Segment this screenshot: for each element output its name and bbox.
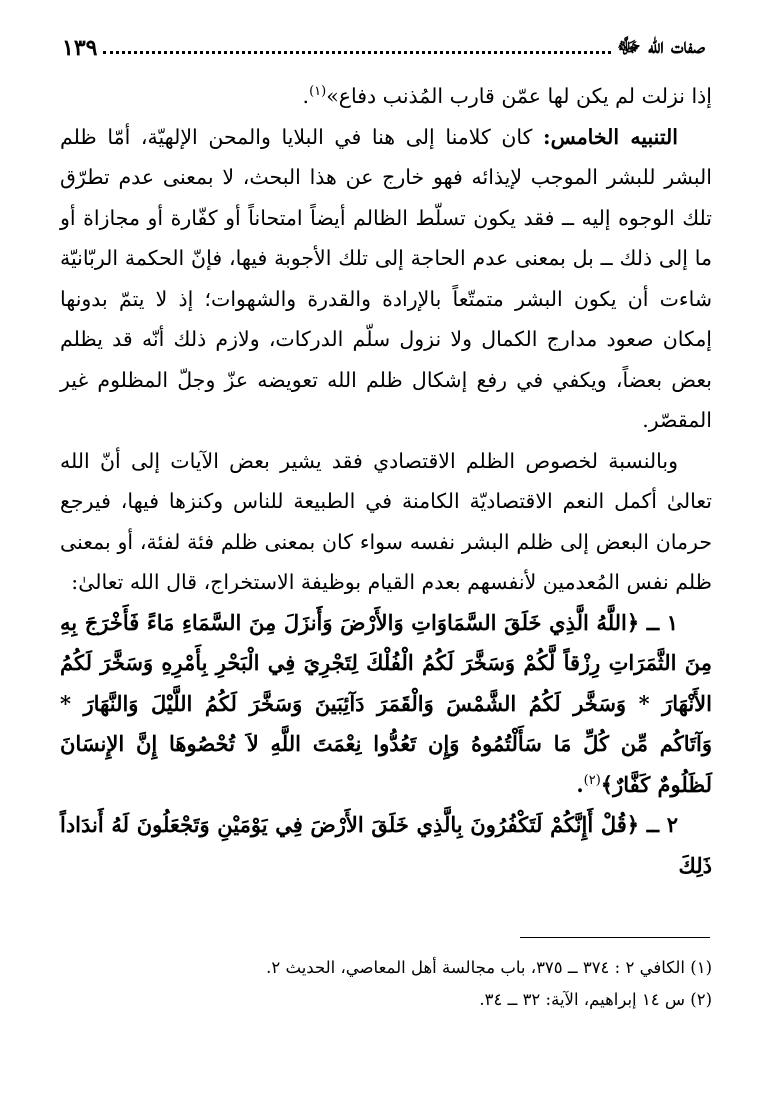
verse-block-2 (60, 805, 712, 886)
fifth-note-text: كان كلامنا إلى هنا في البلايا والمحن الإلهيّة، أمّا ظلم البشر للبشر الموجب لإيذائه فهو خارج عن هذا البحث، لا بمعنى عدم تطرّق تلك الوجوه إليه ــ فقد يكون تسلّط الظالم أيضاً امتحاناً أو كفّارة أو مجازاة أو ما إلى ذلك ــ بل بمعنى عدم الحاجة إلى تلك الأجوبة فيها، فإنّ الحكمة الربّانيّة شاءت أن يكون البشر متمتّعاً بالإرادة والقدرة والشهوات؛ إذ لا يتمّ بدونها إمكان صعود مدارج الكمال ولا نزول سلّم الدركات، ولازم ذلك أنّه قد يظلم بعض بعضاً، ويكفي في رفع إشكال ظلم الله تعويضه عزّ وجلّ المظلوم غير المقصّر. (60, 124, 712, 432)
footnotes (60, 952, 712, 1016)
verse-1-number: ١ ــ (646, 609, 678, 635)
verse-2-number: ٢ ــ (646, 812, 679, 837)
footnote-ref-1: (١) (309, 84, 327, 100)
footnote-ref-2: (٢) (583, 772, 601, 788)
verse-1-text: ﴿اللَّهُ الَّذِي خَلَقَ السَّمَاوَاتِ وَالأَرْضَ وَأَنزَلَ مِنَ السَّمَاءِ مَاءً فَأَخْرَجَ بِهِ مِنَ الثَّمَرَاتِ رِزْقاً لَّكُمْ وَسَخَّرَ لَكُمُ الْفُلْكَ لِتَجْرِيَ فِي الْبَحْرِ بِأَمْرِهِ وَسَخَّرَ لَكُمُ الأَنْهَارَ * وَسَخَّر لَكُمُ الشَّمْسَ وَالْقَمَرَ دَآئِبَينَ وَسَخَّرَ لَكُمُ اللَّيْلَ وَالنَّهَارَ * وَآتَاكُم مِّن كُلِّ مَا سَأَلْتُمُوهُ وَإِن تَعُدُّوا نِعْمَتَ اللَّهِ لاَ تُحْصُوهَا إِنَّ الإِنسَانَ لَظَلُومٌ كَفَّارٌ﴾ (60, 609, 712, 797)
paragraph-fifth-note (60, 117, 712, 441)
page-body (60, 76, 712, 886)
header-title: صفات الله ﷻ (617, 32, 705, 58)
footnote-separator (520, 937, 710, 938)
running-header (62, 33, 705, 63)
footnote-1: (١) الكافي ٢ : ٣٧٤ ــ ٣٧٥، باب مجالسة أهل المعاصي، الحديث ٢. (266, 958, 712, 977)
verse-2-text: ﴿قُلْ أَإِنَّكُمْ لَتَكْفُرُونَ بِالَّذِي خَلَقَ الأَرْضَ فِي يَوْمَيْنِ وَتَجْعَلُونَ لَهُ أَندَاداً ذَلِكَ (60, 812, 712, 878)
fifth-note-heading: التنبيه الخامس: (543, 124, 679, 149)
page-number: ١٣٩ (62, 35, 98, 61)
header-dot-leader (103, 51, 611, 54)
paragraph-economic: وبالنسبة لخصوص الظلم الاقتصادي فقد يشير بعض الآيات إلى أنّ الله تعالىٰ أكمل النعم الاقتصاديّة الكامنة في الطبيعة للناس وكنزها فيها، فيرجع حرمان البعض إلى ظلم البشر نفسه سواء كان بمعنى ظلم فئة لفئة، أو بمعنى ظلم نفس المُعدمين لأنفسهم بعدم القيام بوظيفة الاستخراج، قال الله تعالىٰ: (60, 448, 712, 594)
paragraph-quote-end: إذا نزلت لم يكن لها عمّن قارب المُذنب دفاع»$^{(١)}$. (302, 84, 712, 108)
verse-block-1: ١ ــ ﴿اللَّهُ الَّذِي خَلَقَ السَّمَاوَاتِ وَالأَرْضَ وَأَنزَلَ مِنَ السَّمَاءِ مَاءً فَأَخْرَجَ بِهِ مِنَ الثَّمَرَاتِ رِزْقاً لَّكُمْ وَسَخَّرَ لَكُمُ الْفُلْكَ لِتَجْرِيَ فِي الْبَحْرِ بِأَمْرِهِ وَسَخَّرَ لَكُمُ الأَنْهَارَ * وَسَخَّر لَكُمُ الشَّمْسَ وَالْقَمَرَ دَآئِبَينَ وَسَخَّرَ لَكُمُ اللَّيْلَ وَالنَّهَارَ * وَآتَاكُم مِّن كُلِّ مَا سَأَلْتُمُوهُ وَإِن تَعُدُّوا نِعْمَتَ اللَّهِ لاَ تُحْصُوهَا إِنَّ الإِنسَانَ لَظَلُومٌ كَفَّارٌ﴾$^{(٢)}$. (60, 609, 712, 797)
quote-text: إذا نزلت لم يكن لها عمّن قارب المُذنب دفاع» (326, 84, 712, 108)
footnote-2: (٢) س ١٤ إبراهيم، الآية: ٣٢ ــ ٣٤. (479, 990, 712, 1009)
